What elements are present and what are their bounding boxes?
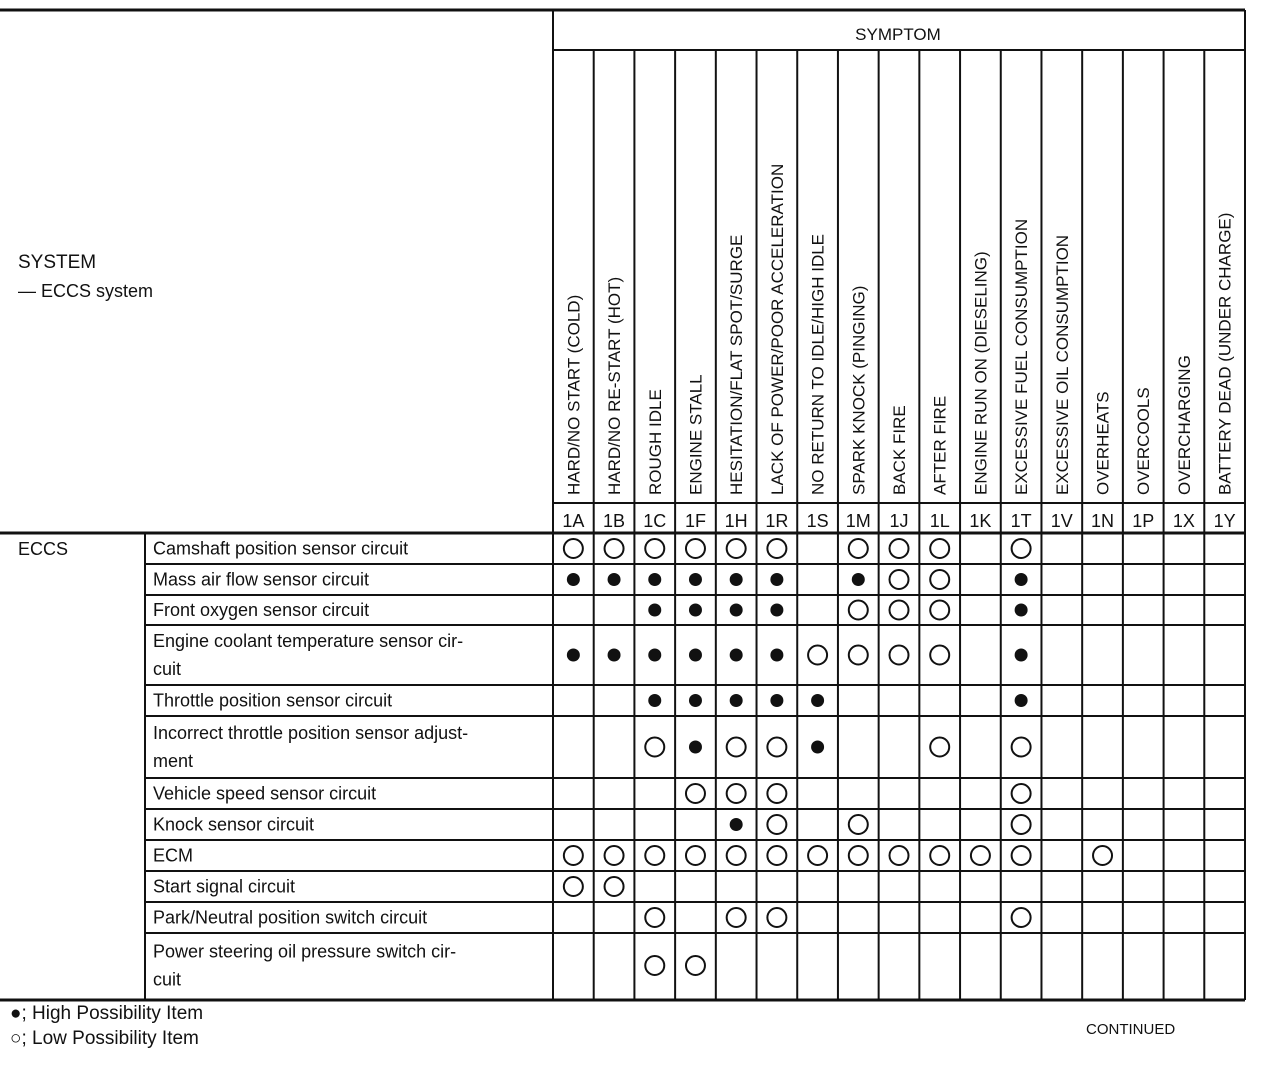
symptom-header-1h: HESITATION/FLAT SPOT/SURGE: [727, 234, 747, 495]
row-item-label: ECM: [153, 845, 193, 866]
low-possibility-mark: [1012, 908, 1031, 927]
high-possibility-mark: [689, 604, 702, 617]
symptom-header-1y: BATTERY DEAD (UNDER CHARGE): [1215, 212, 1235, 495]
low-possibility-mark: [930, 601, 949, 620]
legend-low-symbol: ○: [10, 1028, 22, 1049]
symptom-code-1p: 1P: [1132, 511, 1155, 531]
low-possibility-mark: [645, 738, 664, 757]
symptom-header-1m: SPARK KNOCK (PINGING): [849, 285, 869, 495]
low-possibility-mark: [849, 601, 868, 620]
low-possibility-mark: [808, 646, 827, 665]
legend-high: [10, 1003, 203, 1025]
symptom-code-1y: 1Y: [1213, 511, 1236, 531]
low-possibility-mark: [645, 908, 664, 927]
symptom-code-1n: 1N: [1091, 511, 1115, 531]
symptom-header-1j: BACK FIRE: [890, 405, 909, 495]
symptom-header-1a: HARD/NO START (COLD): [564, 294, 584, 495]
high-possibility-mark: [770, 694, 783, 707]
row-item-label: Start signal circuit: [153, 876, 296, 897]
low-possibility-mark: [849, 539, 868, 558]
symptom-code-1k: 1K: [969, 511, 992, 531]
low-possibility-mark: [808, 846, 827, 865]
low-possibility-mark: [890, 570, 909, 589]
symptom-header-1v: EXCESSIVE OIL CONSUMPTION: [1052, 234, 1072, 495]
low-possibility-mark: [645, 539, 664, 558]
symptom-header-1t: EXCESSIVE FUEL CONSUMPTION: [1012, 218, 1032, 495]
low-possibility-mark: [767, 539, 786, 558]
low-possibility-mark: [727, 539, 746, 558]
symptom-header-1s: NO RETURN TO IDLE/HIGH IDLE: [808, 233, 828, 495]
symptom-codes: [562, 511, 1235, 531]
high-possibility-mark: [648, 573, 661, 586]
low-possibility-mark: [727, 908, 746, 927]
row-item-label: Incorrect throttle position sensor adjust-: [153, 723, 469, 743]
low-possibility-mark: [1012, 738, 1031, 757]
continued-label: CONTINUED: [1086, 1021, 1176, 1038]
symptom-header-1l: AFTER FIRE: [930, 395, 950, 495]
symptom-header-1c: ROUGH IDLE: [645, 389, 665, 495]
low-possibility-mark: [849, 846, 868, 865]
row-item-label: Power steering oil pressure switch cir-: [153, 941, 457, 962]
low-possibility-mark: [605, 846, 624, 865]
symptom-code-1f: 1F: [684, 511, 706, 531]
high-possibility-mark: [730, 573, 743, 586]
symptom-code-1a: 1A: [562, 511, 585, 531]
low-possibility-mark: [767, 815, 786, 834]
low-possibility-mark: [1093, 846, 1112, 865]
low-possibility-mark: [890, 646, 909, 665]
low-possibility-mark: [930, 846, 949, 865]
low-possibility-mark: [1012, 784, 1031, 803]
low-possibility-mark: [564, 846, 583, 865]
high-possibility-mark: [811, 694, 824, 707]
high-possibility-mark: [811, 741, 824, 754]
symptom-code-1m: 1M: [845, 511, 871, 531]
low-possibility-mark: [686, 846, 705, 865]
symptom-code-1b: 1B: [603, 511, 626, 531]
system-sublabel: — ECCS system: [18, 281, 154, 301]
low-possibility-mark: [767, 784, 786, 803]
low-possibility-mark: [727, 738, 746, 757]
low-possibility-mark: [686, 956, 705, 975]
low-possibility-mark: [605, 877, 624, 896]
symptom-header-1b: HARD/NO RE-START (HOT): [605, 276, 625, 495]
row-item-label: Vehicle speed sensor circuit: [153, 783, 377, 804]
low-possibility-mark: [767, 846, 786, 865]
row-item-label: Throttle position sensor circuit: [153, 690, 393, 711]
symptom-code-1c: 1C: [643, 511, 667, 531]
symptom-code-1j: 1J: [889, 511, 909, 531]
row-item-label: Park/Neutral position switch circuit: [153, 907, 428, 928]
low-possibility-mark: [930, 646, 949, 665]
high-possibility-mark: [770, 649, 783, 662]
row-item-label: cuit: [153, 659, 182, 679]
high-possibility-mark: [1015, 649, 1028, 662]
low-possibility-mark: [727, 846, 746, 865]
symptom-header-1f: ENGINE STALL: [686, 374, 706, 495]
low-possibility-mark: [930, 570, 949, 589]
symptom-headers: [564, 164, 1234, 495]
symptom-code-1t: 1T: [1010, 511, 1032, 531]
symptom-code-1h: 1H: [724, 511, 748, 531]
low-possibility-mark: [890, 601, 909, 620]
high-possibility-mark: [1015, 694, 1028, 707]
symptom-header-1k: ENGINE RUN ON (DIESELING): [971, 251, 991, 495]
low-possibility-mark: [686, 539, 705, 558]
row-item-label: Engine coolant temperature sensor cir-: [153, 631, 464, 651]
high-possibility-mark: [608, 573, 621, 586]
symptom-code-1v: 1V: [1050, 511, 1073, 531]
high-possibility-mark: [648, 604, 661, 617]
system-label: SYSTEM: [18, 252, 97, 273]
high-possibility-mark: [1015, 573, 1028, 586]
high-possibility-mark: [567, 649, 580, 662]
low-possibility-mark: [930, 738, 949, 757]
symptom-code-1r: 1R: [765, 511, 789, 531]
low-possibility-mark: [1012, 846, 1031, 865]
legend-low-text: ; Low Possibility Item: [21, 1028, 199, 1049]
low-possibility-mark: [564, 877, 583, 896]
table-body: [18, 539, 468, 990]
high-possibility-mark: [648, 649, 661, 662]
low-possibility-mark: [727, 784, 746, 803]
symptom-code-1x: 1X: [1172, 511, 1195, 531]
high-possibility-mark: [689, 573, 702, 586]
low-possibility-mark: [645, 956, 664, 975]
low-possibility-mark: [971, 846, 990, 865]
row-item-label: Front oxygen sensor circuit: [153, 600, 370, 620]
low-possibility-mark: [890, 539, 909, 558]
symptom-header-1x: OVERCHARGING: [1174, 355, 1194, 495]
symptom-code-1s: 1S: [806, 511, 829, 531]
low-possibility-mark: [849, 646, 868, 665]
high-possibility-mark: [1015, 604, 1028, 617]
low-possibility-mark: [564, 539, 583, 558]
row-item-label: ment: [153, 751, 194, 771]
low-possibility-mark: [767, 738, 786, 757]
high-possibility-mark: [689, 649, 702, 662]
high-possibility-mark: [770, 604, 783, 617]
symptom-header-1p: OVERCOOLS: [1134, 387, 1154, 495]
low-possibility-mark: [930, 539, 949, 558]
low-possibility-mark: [767, 908, 786, 927]
symptom-title: SYMPTOM: [855, 25, 941, 44]
high-possibility-mark: [648, 694, 661, 707]
low-possibility-mark: [686, 784, 705, 803]
high-possibility-mark: [770, 573, 783, 586]
high-possibility-mark: [567, 573, 580, 586]
low-possibility-mark: [849, 815, 868, 834]
legend-high-text: ; High Possibility Item: [21, 1003, 204, 1024]
high-possibility-mark: [689, 694, 702, 707]
row-item-label: cuit: [153, 969, 182, 990]
high-possibility-mark: [608, 649, 621, 662]
high-possibility-mark: [689, 741, 702, 754]
high-possibility-mark: [730, 694, 743, 707]
high-possibility-mark: [730, 649, 743, 662]
low-possibility-mark: [645, 846, 664, 865]
group-label: ECCS: [18, 539, 69, 559]
high-possibility-mark: [730, 604, 743, 617]
low-possibility-mark: [890, 846, 909, 865]
symptom-header-1r: LACK OF POWER/POOR ACCELERATION: [767, 163, 787, 495]
row-item-label: Mass air flow sensor circuit: [153, 569, 370, 590]
low-possibility-mark: [1012, 539, 1031, 558]
low-possibility-mark: [605, 539, 624, 558]
row-item-label: Knock sensor circuit: [153, 814, 315, 835]
high-possibility-mark: [852, 573, 865, 586]
low-possibility-mark: [1012, 815, 1031, 834]
symptom-header-1n: OVERHEATS: [1093, 391, 1113, 495]
legend-low: [10, 1028, 199, 1050]
row-item-label: Camshaft position sensor circuit: [153, 538, 409, 559]
symptom-code-1l: 1L: [929, 511, 950, 531]
high-possibility-mark: [730, 818, 743, 831]
legend-high-symbol: ●: [10, 1003, 22, 1024]
